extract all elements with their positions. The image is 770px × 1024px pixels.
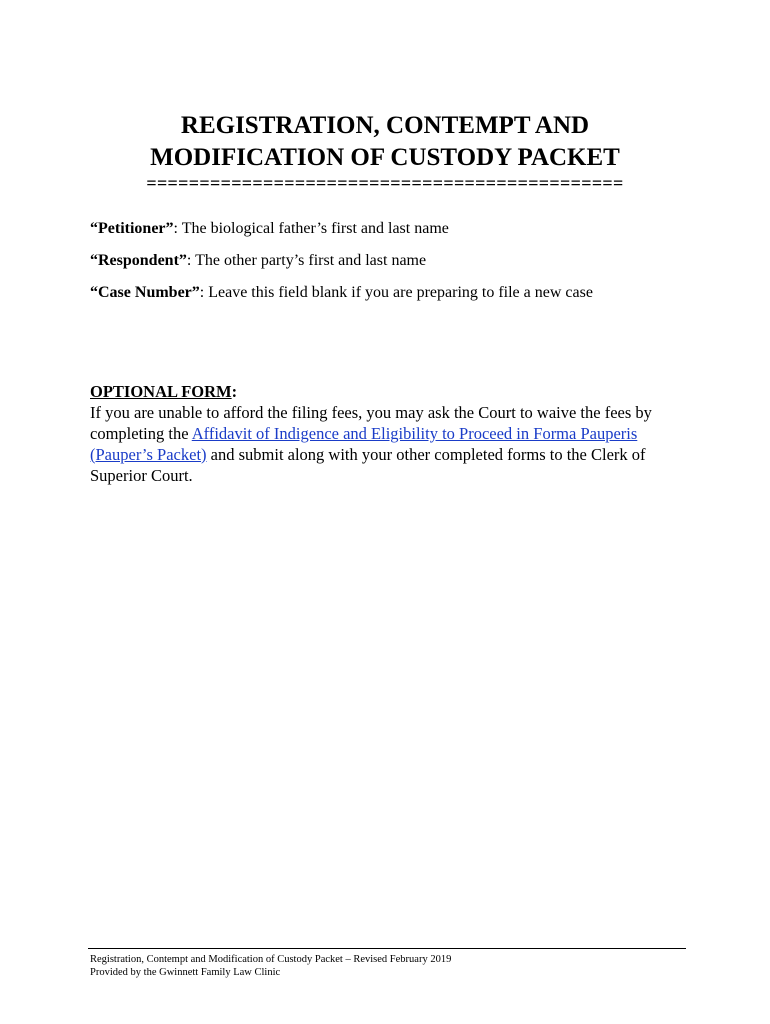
optional-form-section bbox=[90, 381, 690, 486]
document-title bbox=[0, 110, 770, 174]
title-line-1: REGISTRATION, CONTEMPT AND bbox=[180, 112, 590, 139]
definition-respondent bbox=[90, 251, 690, 271]
definition-petitioner bbox=[90, 219, 690, 239]
page-footer bbox=[90, 953, 451, 979]
footer-line-1: Registration, Contempt and Modification of Custody Packet – Revised February 2019 bbox=[90, 954, 452, 965]
definition-term: “Respondent” bbox=[90, 252, 187, 269]
definition-term: “Case Number” bbox=[90, 284, 200, 301]
optional-form-heading: OPTIONAL FORM bbox=[90, 382, 232, 401]
title-line-2: MODIFICATION OF CUSTODY PACKET bbox=[150, 144, 620, 171]
footer-line-2: Provided by the Gwinnett Family Law Clinic bbox=[90, 967, 281, 978]
optional-form-heading-colon: : bbox=[231, 382, 238, 401]
title-separator: ============================================= bbox=[146, 173, 624, 193]
optional-form-text-before: If you are unable to afford the filing fees, you may ask the Court to waive the fees by completing the bbox=[90, 403, 652, 443]
optional-form-paragraph bbox=[90, 402, 690, 486]
definition-case-number bbox=[90, 283, 690, 303]
footer-divider bbox=[88, 948, 686, 949]
definition-text: : Leave this field blank if you are preparing to file a new case bbox=[199, 284, 593, 301]
definition-text: : The biological father’s first and last name bbox=[173, 220, 449, 237]
definition-text: : The other party’s first and last name bbox=[186, 252, 427, 269]
definition-term: “Petitioner” bbox=[90, 220, 174, 237]
pauper-packet-link[interactable]: Affidavit of Indigence and Eligibility to Proceed in Forma Pauperis (Pauper’s Packet) bbox=[90, 424, 638, 464]
optional-form-text-after: and submit along with your other completed forms to the Clerk of Superior Court. bbox=[90, 445, 646, 485]
